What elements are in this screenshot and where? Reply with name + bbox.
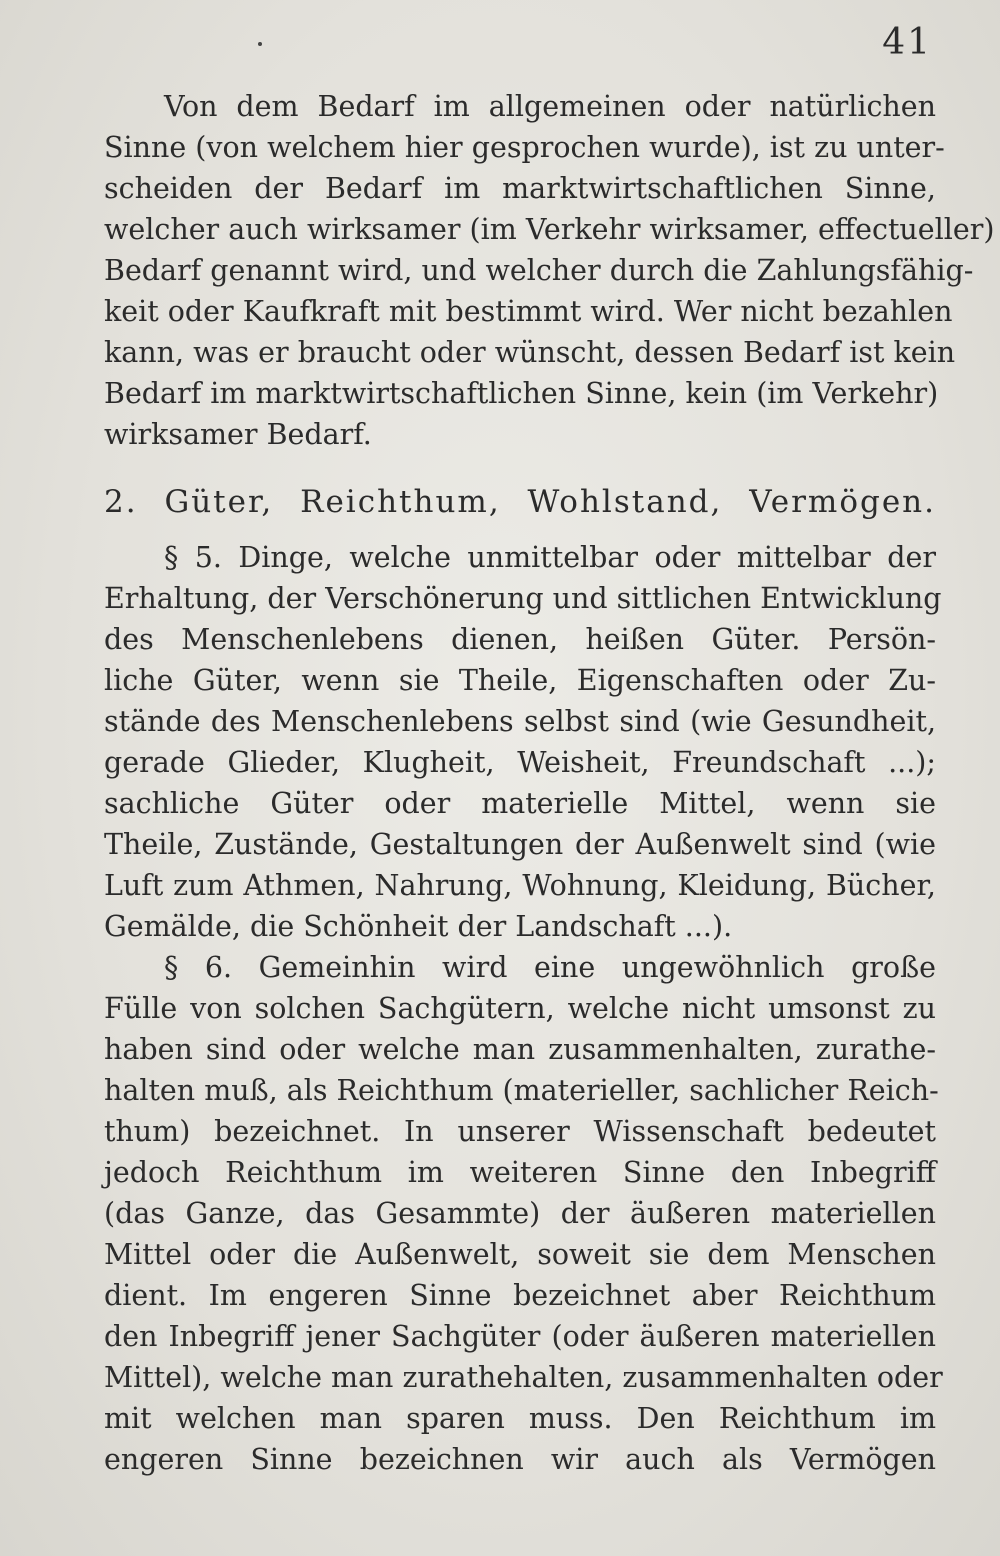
text-line: welcher auch wirksamer (im Verkehr wirksamer, effectueller) [104, 213, 995, 246]
text-line: § 6. Gemeinhin wird eine ungewöhnlich große [164, 951, 936, 984]
text-line: scheiden der Bedarf im marktwirtschaftlichen Sinne, [104, 172, 936, 205]
intro-paragraph [104, 86, 995, 455]
text-line: Erhaltung, der Verschönerung und sittlichen Entwicklung [104, 582, 942, 615]
text-line: § 5. Dinge, welche unmittelbar oder mittelbar der [164, 541, 936, 574]
text-line: haben sind oder welche man zusammenhalten, zurathe- [104, 1033, 936, 1066]
text-line: des Menschenlebens dienen, heißen Güter. Persön- [104, 623, 936, 656]
text-line: Theile, Zustände, Gestaltungen der Außenwelt sind (wie [104, 828, 936, 861]
text-line: thum) bezeichnet. In unserer Wissenschaft bedeutet [104, 1115, 936, 1148]
text-line: jedoch Reichthum im weiteren Sinne den Inbegriff [104, 1156, 936, 1189]
text-line: stände des Menschenlebens selbst sind (wie Gesundheit, [104, 705, 936, 738]
ink-speck [258, 42, 262, 46]
text-line: dient. Im engeren Sinne bezeichnet aber Reichthum [104, 1279, 936, 1312]
text-line: den Inbegriff jener Sachgüter (oder äußeren materiellen [104, 1320, 936, 1353]
section-body [104, 537, 943, 1480]
text-line: Von dem Bedarf im allgemeinen oder natürlichen [164, 90, 936, 123]
section-heading: 2. Güter, Reichthum, Wohlstand, Vermögen. [104, 484, 936, 520]
text-line: Gemälde, die Schönheit der Landschaft ...). [104, 910, 733, 943]
text-line: Bedarf genannt wird, und welcher durch die Zahlungsfähig- [104, 254, 974, 287]
text-line: Mittel oder die Außenwelt, soweit sie dem Menschen [104, 1238, 936, 1271]
text-line: Sinne (von welchem hier gesprochen wurde), ist zu unter- [104, 131, 945, 164]
text-line: kann, was er braucht oder wünscht, dessen Bedarf ist kein [104, 336, 956, 369]
text-line: Bedarf im marktwirtschaftlichen Sinne, kein (im Verkehr) [104, 377, 939, 410]
text-line: sachliche Güter oder materielle Mittel, wenn sie [104, 787, 936, 820]
text-line: Mittel), welche man zurathehalten, zusammenhalten oder [104, 1361, 943, 1394]
text-line: keit oder Kaufkraft mit bestimmt wird. Wer nicht bezahlen [104, 295, 953, 328]
text-line: liche Güter, wenn sie Theile, Eigenschaften oder Zu- [104, 664, 936, 697]
text-line: engeren Sinne bezeichnen wir auch als Vermögen [104, 1443, 936, 1476]
text-line: Luft zum Athmen, Nahrung, Wohnung, Kleidung, Bücher, [104, 869, 936, 902]
text-line: (das Ganze, das Gesammte) der äußeren materiellen [104, 1197, 936, 1230]
text-line: mit welchen man sparen muss. Den Reichthum im [104, 1402, 936, 1435]
text-line: gerade Glieder, Klugheit, Weisheit, Freundschaft ...); [104, 746, 936, 779]
text-line: halten muß, als Reichthum (materieller, sachlicher Reich- [104, 1074, 939, 1107]
text-line: Fülle von solchen Sachgütern, welche nicht umsonst zu [104, 992, 936, 1025]
text-line: wirksamer Bedarf. [104, 418, 372, 451]
page-number: 41 [882, 22, 932, 63]
